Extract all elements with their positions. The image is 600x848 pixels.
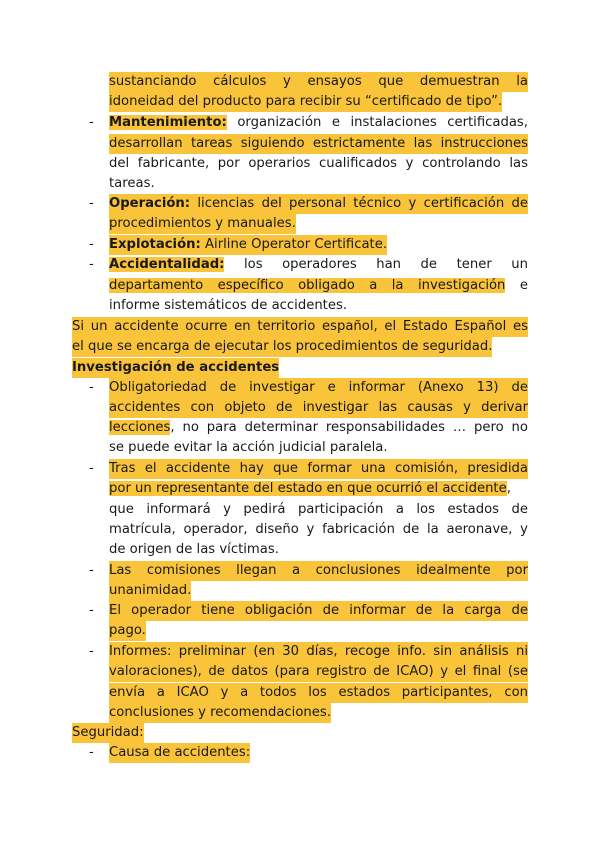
text-line: por un representante del estado en que ocurrió el accidente, <box>109 481 511 496</box>
bullet-dash: - <box>89 745 94 760</box>
bullet-dash: - <box>89 461 94 476</box>
text-line: se puede evitar la acción judicial paralela. <box>109 440 388 455</box>
section-label: Seguridad: <box>72 723 144 743</box>
text-line: Explotación: Airline Operator Certificate. <box>109 235 387 255</box>
text-line: lecciones, no para determinar responsabilidades … pero no <box>109 420 528 435</box>
text-line: Operación: licencias del personal técnico y certificación de <box>109 194 528 214</box>
text-line: del fabricante, por operarios cualificados y controlando las <box>109 156 528 171</box>
text-line: valoraciones), de datos (para registro de ICAO) y el final (se <box>109 662 528 682</box>
text-line: Tras el accidente hay que formar una comisión, presidida <box>109 459 528 479</box>
text-line: accidentes con objeto de investigar las causas y derivar <box>109 398 528 418</box>
term-operacion: Operación: <box>109 196 191 211</box>
term-accidentalidad: Accidentalidad: <box>109 257 225 272</box>
text-line: el que se encarga de ejecutar los procedimientos de seguridad. <box>72 337 492 357</box>
text-line: Causa de accidentes: <box>109 743 250 763</box>
text-line: Obligatoriedad de investigar e informar (Anexo 13) de <box>109 378 528 398</box>
text-line: unanimidad. <box>109 581 191 601</box>
text-line: idoneidad del producto para recibir su “certificado de tipo”. <box>109 92 502 112</box>
text-line: matrícula, operador, diseño y fabricación de la aeronave, y <box>109 522 528 537</box>
text-line: pago. <box>109 621 146 641</box>
text-line: Accidentalidad: los operadores han de tener un <box>109 257 528 272</box>
text-line: informe sistemáticos de accidentes. <box>109 298 348 313</box>
bullet-dash: - <box>89 115 94 130</box>
text-line: desarrollan tareas siguiendo estrictamente las instrucciones <box>109 134 528 154</box>
bullet-dash: - <box>89 644 94 659</box>
text-line: departamento específico obligado a la investigación e <box>109 278 528 293</box>
text-line: procedimientos y manuales. <box>109 214 296 234</box>
text-line: sustanciando cálculos y ensayos que demuestran la <box>109 72 528 92</box>
text-line: conclusiones y recomendaciones. <box>109 703 331 723</box>
text-line: Mantenimiento: organización e instalaciones certificadas, <box>109 115 528 130</box>
text-line: envía a ICAO y a todos los estados participantes, con <box>109 683 528 703</box>
text-line: de origen de las víctimas. <box>109 542 279 557</box>
bullet-dash: - <box>89 603 94 618</box>
text-line: tareas. <box>109 176 155 191</box>
text-line: Informes: preliminar (en 30 días, recoge info. sin análisis ni <box>109 642 528 662</box>
bullet-dash: - <box>89 380 94 395</box>
text-line: Las comisiones llegan a conclusiones idealmente por <box>109 561 528 581</box>
text-line: que informará y pedirá participación a los estados de <box>109 502 528 517</box>
text-line: El operador tiene obligación de informar de la carga de <box>109 601 528 621</box>
term-explotacion: Explotación: <box>109 237 201 252</box>
bullet-dash: - <box>89 196 94 211</box>
bullet-dash: - <box>89 237 94 252</box>
bullet-dash: - <box>89 563 94 578</box>
section-heading: Investigación de accidentes <box>72 358 279 378</box>
term-mantenimiento: Mantenimiento: <box>109 115 227 130</box>
text-line: Si un accidente ocurre en territorio español, el Estado Español es <box>72 317 528 337</box>
bullet-dash: - <box>89 257 94 272</box>
